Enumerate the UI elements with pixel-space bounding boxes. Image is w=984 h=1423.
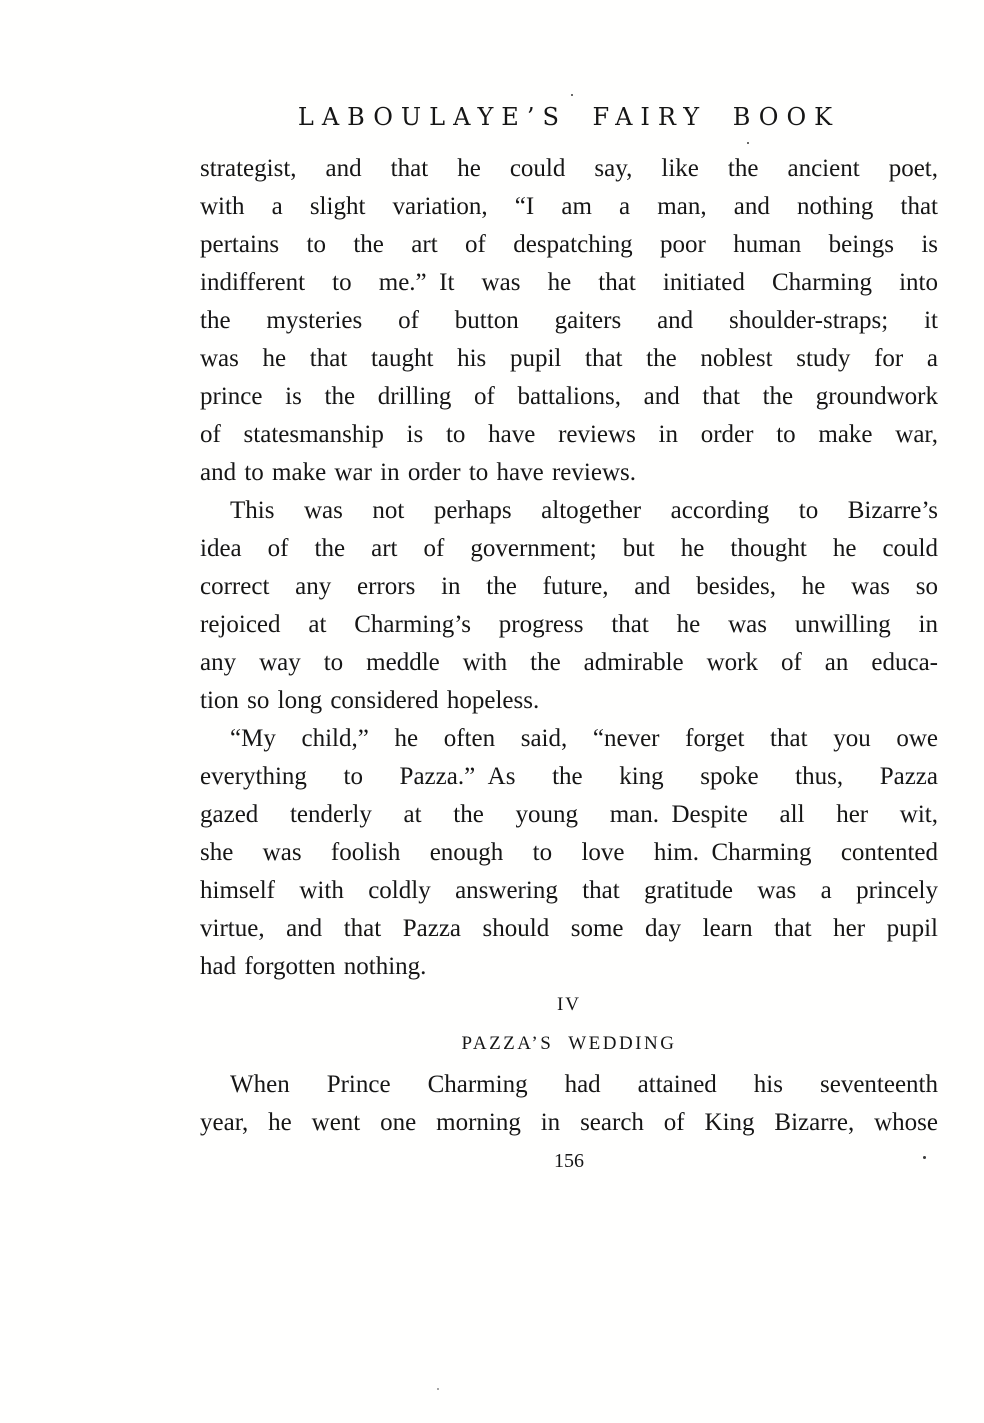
text-line: she was foolish enough to love him. Charming contented [200, 839, 938, 866]
text-column [200, 100, 938, 1176]
text-line: idea of the art of government; but he thought he could [200, 535, 938, 562]
text-line: indifferent to me.” It was he that initiated Charming into [200, 269, 938, 296]
text-line: pertains to the art of despatching poor human beings is [200, 231, 938, 258]
scan-artifact-dot [747, 142, 749, 144]
text-line: “My child,” he often said, “never forget that you owe [230, 725, 938, 752]
scan-artifact-dot [571, 94, 573, 96]
text-line: When Prince Charming had attained his seventeenth [230, 1071, 938, 1098]
text-line: of statesmanship is to have reviews in order to make war, [200, 421, 938, 448]
text-line: strategist, and that he could say, like the ancient poet, [200, 155, 938, 182]
text-line: rejoiced at Charming’s progress that he was unwilling in [200, 611, 938, 638]
scan-artifact-dot [437, 1388, 439, 1390]
text-line: gazed tenderly at the young man. Despite all her wit, [200, 801, 938, 828]
scan-artifact-dot [923, 1156, 926, 1159]
text-line: tion so long considered hopeless. [200, 687, 540, 714]
text-line: with a slight variation, “I am a man, and nothing that [200, 193, 938, 220]
text-line: and to make war in order to have reviews. [200, 459, 636, 486]
text-line: virtue, and that Pazza should some day learn that her pupil [200, 915, 938, 942]
text-line: correct any errors in the future, and besides, he was so [200, 573, 938, 600]
paragraph [200, 1066, 938, 1142]
section-title: PAZZA’S WEDDING [461, 1033, 677, 1054]
text-line: any way to meddle with the admirable work of an educa- [200, 649, 938, 676]
paragraph [200, 492, 938, 720]
text-line: prince is the drilling of battalions, and that the groundwork [200, 383, 938, 410]
text-line: This was not perhaps altogether according to Bizarre’s [230, 497, 938, 524]
text-line: the mysteries of button gaiters and shoulder-straps; it [200, 307, 938, 334]
running-header: LABOULAYE’S FAIRY BOOK [297, 103, 841, 131]
paragraph [200, 720, 938, 986]
text-line: had forgotten nothing. [200, 953, 427, 980]
paragraph-continued [200, 150, 938, 492]
text-line: was he that taught his pupil that the noblest study for a [200, 345, 938, 372]
text-line: year, he went one morning in search of King Bizarre, whose [200, 1109, 938, 1136]
text-line: himself with coldly answering that gratitude was a princely [200, 877, 938, 904]
text-line: everything to Pazza.” As the king spoke thus, Pazza [200, 763, 938, 790]
page-number: 156 [554, 1150, 584, 1172]
section-number: IV [556, 994, 582, 1015]
